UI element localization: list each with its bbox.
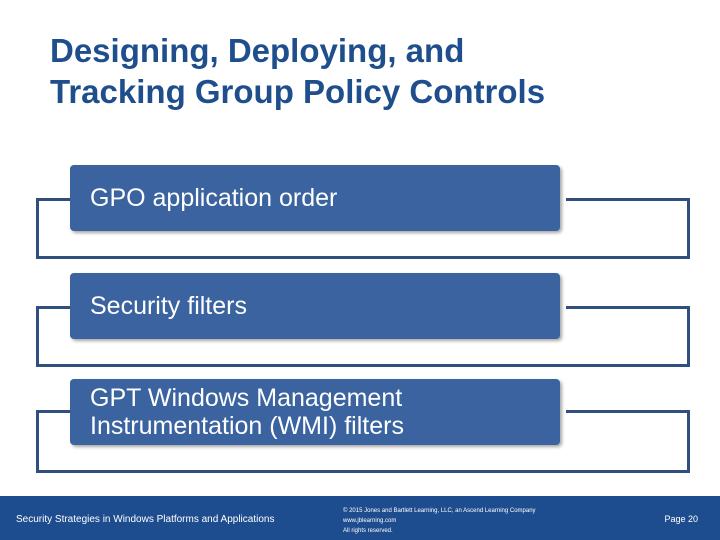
item-label-line-1: GPT Windows Management: [90, 384, 403, 412]
item-box: [70, 273, 560, 339]
page-number: Page 20: [664, 514, 698, 524]
item-box: [70, 379, 560, 445]
list-item-wmi-filters: [36, 379, 690, 473]
list-item-security-filters: [36, 273, 690, 367]
title-line-2: Tracking Group Policy Controls: [50, 73, 546, 110]
course-title: Security Strategies in Windows Platforms and Applications: [16, 514, 275, 525]
copyright-line-1: © 2015 Jones and Bartlett Learning, LLC, an Ascend Learning Company: [343, 508, 536, 514]
title-line-1: Designing, Deploying, and: [50, 32, 465, 69]
slide-footer: [0, 496, 720, 540]
item-label: GPO application order: [90, 184, 338, 212]
item-label: Security filters: [90, 292, 247, 320]
slide-title: [50, 30, 690, 112]
item-box: [70, 165, 560, 231]
list-item-gpo-application-order: [36, 165, 690, 259]
copyright-line-2: www.jblearning.com: [343, 518, 397, 524]
item-label-line-2: Instrumentation (WMI) filters: [90, 412, 404, 440]
copyright-notice: [343, 506, 536, 536]
copyright-line-3: All rights reserved.: [343, 528, 393, 534]
